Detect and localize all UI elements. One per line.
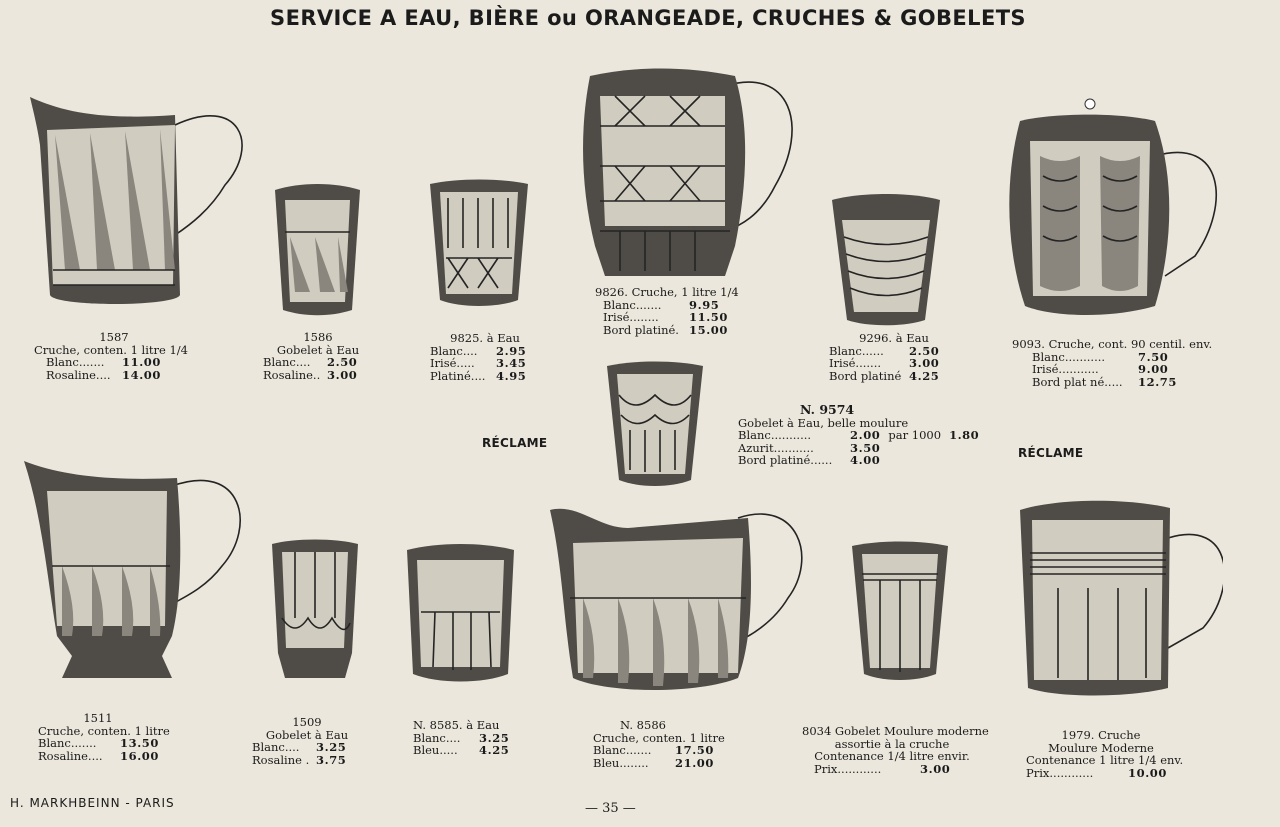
caption-1979: [1026, 729, 1196, 779]
pitcher-8586-illustration: [548, 498, 810, 694]
price-label: Blanc......: [829, 343, 884, 358]
caption-1509: [252, 716, 362, 766]
price-value: 3.50: [850, 440, 881, 455]
item-number: N. 8586: [620, 718, 666, 732]
item-description: Gobelet à Eau: [265, 727, 349, 742]
pitcher-9093-illustration: [1005, 96, 1227, 318]
caption-9825: [430, 332, 540, 382]
pitcher-1979-illustration: [1018, 498, 1223, 698]
price-value: 12.75: [1138, 374, 1178, 389]
price-label: Blanc....: [430, 343, 478, 358]
price-label: Prix............: [814, 761, 882, 776]
price-label: Blanc...........: [1032, 349, 1106, 364]
price-label: Blanc.......: [38, 736, 97, 750]
price-value: 7.50: [1138, 349, 1169, 364]
item-number: 9826. Cruche, 1 litre 1/4: [595, 285, 739, 299]
tumbler-9296-illustration: [830, 192, 942, 327]
page-title: SERVICE A EAU, BIÈRE ou ORANGEADE, CRUCHES & GOBELETS: [270, 6, 1026, 30]
publisher-credit: H. MARKHBEINN - PARIS: [10, 796, 175, 810]
price-value: 3.45: [496, 356, 527, 370]
tumbler-9574-illustration: [605, 360, 705, 488]
price-value: 2.00: [850, 428, 881, 442]
reclame-label-left: RÉCLAME: [482, 436, 548, 450]
price-label: Bord platiné.: [603, 322, 679, 337]
price-value: 4.25: [909, 368, 940, 383]
tumbler-9825-illustration: [428, 178, 530, 310]
price-value: 3.00: [920, 761, 951, 776]
caption-1586: [263, 331, 373, 381]
item-number: 1586: [303, 330, 333, 344]
price-value: 17.50: [675, 743, 715, 757]
caption-9296: [829, 332, 959, 382]
bulk-price-label: par 1000: [888, 428, 942, 442]
item-number: 1511: [83, 711, 113, 725]
price-value: 4.95: [496, 368, 527, 383]
price-label: Irisé........: [603, 310, 659, 324]
price-label: Irisé.......: [829, 356, 882, 370]
price-value: 3.25: [479, 730, 510, 745]
price-label: Irisé...........: [1032, 362, 1099, 376]
price-value: 3.75: [316, 752, 347, 767]
caption-8034: [802, 724, 989, 776]
price-label: Blanc....: [252, 740, 300, 754]
pitcher-1511-illustration: [22, 456, 247, 684]
price-value: 3.00: [909, 356, 940, 370]
price-label: Rosaline..: [263, 367, 321, 382]
item-number: 1979. Cruche: [1061, 728, 1141, 742]
item-number: 9296. à Eau: [859, 331, 929, 345]
item-capacity: Contenance 1 litre 1/4 env.: [1026, 753, 1184, 767]
price-value: 16.00: [120, 748, 160, 763]
reclame-label-right: RÉCLAME: [1018, 446, 1084, 460]
price-label: Bord plat né.....: [1032, 374, 1123, 389]
item-number: 9825. à Eau: [450, 331, 520, 345]
price-value: 21.00: [675, 755, 715, 770]
price-value: 11.50: [689, 310, 729, 324]
price-label: Blanc.......: [593, 743, 652, 757]
price-label: Bord platiné: [829, 368, 902, 383]
caption-1587: [34, 331, 194, 381]
price-label: Prix............: [1026, 765, 1094, 780]
tumbler-1509-illustration: [270, 538, 360, 683]
item-number: N. 8585. à Eau: [413, 718, 500, 732]
price-value: 13.50: [120, 736, 160, 750]
price-label: Bord platiné......: [738, 453, 833, 467]
price-label: Blanc....: [263, 355, 311, 369]
price-label: Rosaline....: [46, 367, 111, 382]
item-description: Cruche, conten. 1 litre: [593, 730, 725, 745]
pitcher-1587-illustration: [25, 85, 250, 315]
price-label: Azurit...........: [738, 440, 814, 455]
price-value: 3.00: [327, 367, 358, 382]
price-label: Blanc...........: [738, 428, 812, 442]
item-description: Cruche, conten. 1 litre 1/4: [34, 342, 188, 357]
price-value: 14.00: [122, 367, 162, 382]
pitcher-9826-illustration: [575, 66, 800, 282]
item-number: 9093. Cruche, cont. 90 centil. env.: [1012, 337, 1213, 351]
caption-9826: [595, 286, 745, 336]
price-value: 2.95: [496, 343, 527, 358]
price-label: Bleu.....: [413, 743, 458, 757]
tumbler-8034-illustration: [850, 540, 950, 682]
price-value: 2.50: [909, 343, 940, 358]
price-value: 9.00: [1138, 362, 1169, 376]
item-description: Cruche, conten. 1 litre: [38, 723, 170, 738]
item-capacity: Contenance 1/4 litre envir.: [814, 749, 970, 763]
item-number: 1587: [99, 330, 129, 344]
price-label: Platiné....: [430, 368, 486, 383]
item-number: 1509: [292, 715, 322, 729]
caption-9093: [1012, 338, 1212, 388]
item-description: assortie à la cruche: [834, 736, 950, 751]
item-description: Gobelet à Eau, belle moulure: [738, 415, 909, 430]
caption-8586: [593, 719, 733, 769]
caption-1511: [38, 712, 188, 762]
bulk-price-value: 1.80: [949, 428, 980, 442]
price-value: 4.00: [850, 453, 881, 467]
tumbler-8585-illustration: [403, 542, 518, 684]
price-value: 10.00: [1128, 765, 1168, 780]
price-label: Rosaline .: [252, 752, 310, 767]
price-label: Blanc.......: [603, 297, 662, 312]
price-label: Bleu........: [593, 755, 649, 770]
price-value: 11.00: [122, 355, 162, 369]
item-number: 8034 Gobelet Moulure moderne: [802, 724, 989, 738]
price-label: Rosaline....: [38, 748, 103, 763]
price-value: 3.25: [316, 740, 347, 754]
item-description: Gobelet à Eau: [276, 342, 360, 357]
caption-9574: [738, 404, 988, 467]
item-description: Moulure Moderne: [1048, 740, 1154, 755]
price-label: Blanc....: [413, 730, 461, 745]
price-label: Irisé.....: [430, 356, 475, 370]
price-value: 15.00: [689, 322, 729, 337]
page-number: — 35 —: [585, 801, 636, 816]
price-value: 9.95: [689, 297, 720, 312]
price-value: 4.25: [479, 743, 510, 757]
caption-8585: [413, 719, 523, 757]
price-label: Blanc.......: [46, 355, 105, 369]
item-number: N. 9574: [800, 402, 855, 417]
tumbler-1586-illustration: [270, 182, 365, 317]
price-value: 2.50: [327, 355, 358, 369]
